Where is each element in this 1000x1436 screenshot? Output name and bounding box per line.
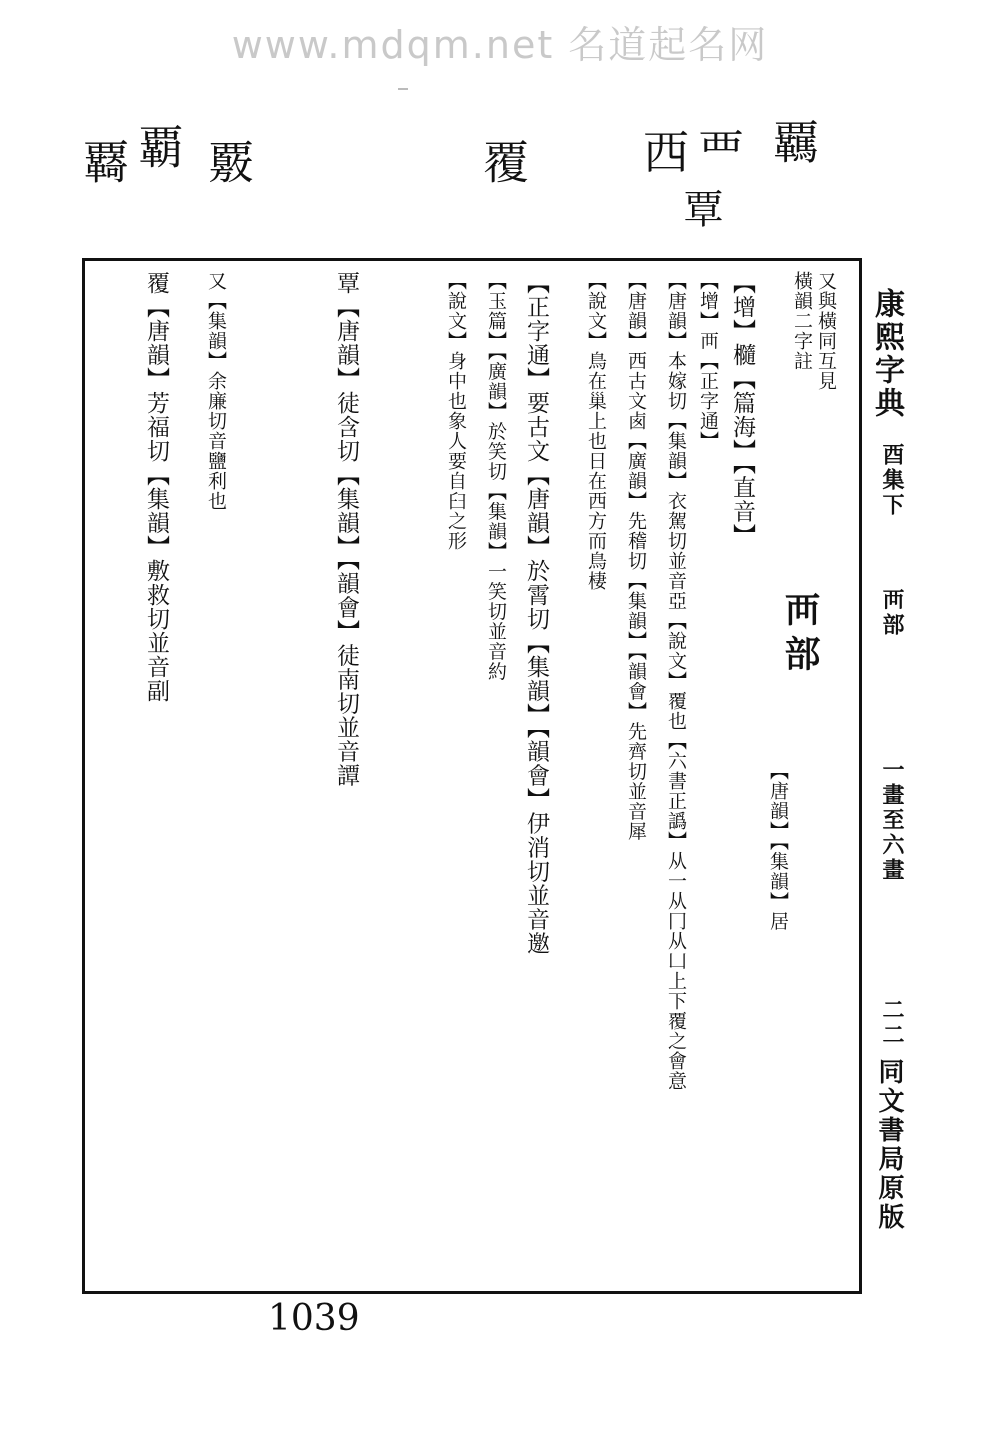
radical-heading: 襾部 bbox=[779, 591, 821, 679]
book-title: 康熙字典 bbox=[869, 288, 904, 420]
divider-tick bbox=[398, 88, 408, 90]
text-column: 【說文】鳥在巢上也日在西方而鳥棲 bbox=[585, 271, 607, 591]
seal-glyph: 覉 bbox=[76, 138, 130, 184]
text-column: 【說文】身中也象人要自臼之形 bbox=[445, 271, 467, 551]
margin-header bbox=[868, 258, 908, 1294]
text-column: 【唐韻】本嫁切【集韻】衣駕切並音亞【說文】覆也【六書正譌】从一从冂从凵上下覆之會意 bbox=[665, 271, 687, 1091]
seal-glyph: 西 bbox=[636, 128, 690, 174]
radical-label: 襾部 bbox=[879, 588, 905, 638]
section-page-number: 二二 bbox=[879, 998, 905, 1048]
text-column: 【增】襾【正字通】 bbox=[697, 271, 719, 451]
seal-glyph: 覆 bbox=[476, 138, 530, 184]
page-number: 1039 bbox=[268, 1298, 360, 1339]
seal-glyph: 覇 bbox=[131, 123, 185, 169]
text-column: 覃【唐韻】徒含切【集韻】【韻會】徒南切並音譚 bbox=[333, 271, 359, 788]
seal-glyph: 覃 bbox=[677, 188, 723, 228]
text-column: 覆【唐韻】芳福切【集韻】敷救切並音副 bbox=[143, 271, 169, 703]
text-column: 【增】㰐【篇海】【直音】 bbox=[729, 271, 755, 548]
text-column: 又與橫同互見 bbox=[815, 271, 837, 391]
text-column: 【玉篇】【廣韻】於笑切【集韻】一笑切並音約 bbox=[485, 271, 507, 682]
text-column: 橫韻二字註 bbox=[791, 271, 813, 371]
stroke-range: 一畫至六畫 bbox=[879, 758, 905, 883]
volume-label: 酉集下 bbox=[879, 443, 905, 518]
seal-glyph: 覀 bbox=[691, 128, 745, 174]
seal-row bbox=[76, 118, 860, 253]
publisher: 同文書局原版 bbox=[874, 1058, 904, 1232]
page-frame bbox=[82, 258, 862, 1294]
text-column: 【正字通】要古文【唐韻】於霄切【集韻】【韻會】伊消切並音邀 bbox=[523, 271, 549, 956]
seal-glyph: 覊 bbox=[766, 118, 820, 164]
text-column: 又【集韻】余廉切音鹽利也 bbox=[205, 271, 227, 511]
text-column: 【唐韻】西古文卥【廣韻】先稽切【集韻】【韻會】先齊切並音犀 bbox=[625, 271, 647, 842]
watermark: www.mdqm.net 名道起名网 bbox=[231, 23, 769, 67]
seal-glyph: 覈 bbox=[201, 138, 255, 184]
text-column: 【唐韻】【集韻】居 bbox=[767, 761, 789, 932]
